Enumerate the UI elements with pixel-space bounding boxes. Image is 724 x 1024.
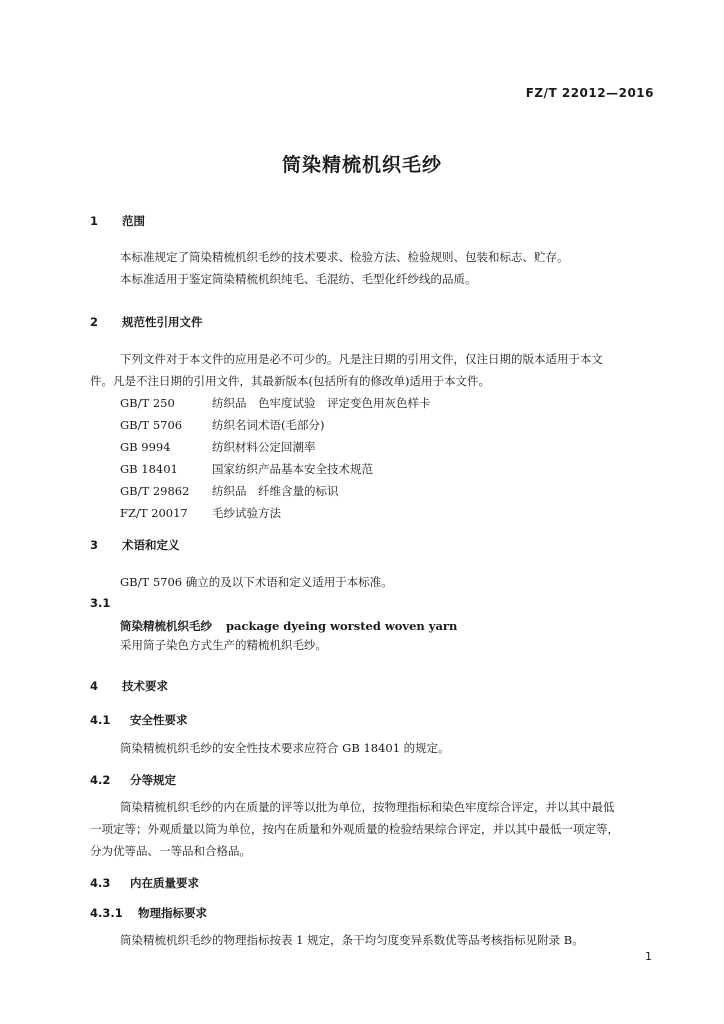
term-english: package dyeing worsted woven yarn (226, 619, 458, 633)
section-title: 安全性要求 (130, 713, 188, 727)
reference-item (120, 439, 316, 455)
reference-code: GB 18401 (120, 462, 178, 476)
section-number: 4.3.1 (90, 906, 123, 920)
reference-item (120, 505, 281, 521)
section-4-3-heading (90, 875, 199, 891)
paragraph: 件。凡是不注日期的引用文件，其最新版本(包括所有的修改单)适用于本文件。 (90, 374, 490, 388)
reference-code: GB/T 29862 (120, 484, 190, 498)
reference-item (120, 483, 339, 499)
section-title: 内在质量要求 (130, 876, 199, 890)
page-number: 1 (645, 950, 652, 963)
section-4-heading (90, 678, 168, 694)
section-title: 规范性引用文件 (122, 315, 203, 329)
subsection-number: 3.1 (90, 596, 111, 610)
document-title: 筒染精梳机织毛纱 (281, 154, 442, 176)
term-chinese: 筒染精梳机织毛纱 (120, 619, 212, 633)
section-4-2-heading (90, 772, 176, 788)
paragraph: 筒染精梳机织毛纱的物理指标按表 1 规定，条干均匀度变异系数优等品考核指标见附录 B。 (120, 933, 584, 947)
section-title: 分等规定 (130, 773, 176, 787)
paragraph: 一项定等；外观质量以筒为单位，按内在质量和外观质量的检验结果综合评定，并以其中最低一项定等， (90, 822, 619, 836)
paragraph: 筒染精梳机织毛纱的安全性技术要求应符合 GB 18401 的规定。 (120, 741, 450, 755)
reference-title: 毛纱试验方法 (212, 506, 281, 520)
reference-title: 纺织名词术语(毛部分) (212, 418, 325, 432)
paragraph: GB/T 5706 确立的及以下术语和定义适用于本标准。 (120, 575, 393, 589)
section-title: 物理指标要求 (138, 906, 207, 920)
reference-code: FZ/T 20017 (120, 506, 188, 520)
reference-title: 纺织品 纤维含量的标识 (212, 484, 339, 498)
reference-title: 国家纺织产品基本安全技术规范 (212, 462, 373, 476)
reference-title: 纺织材料公定回潮率 (212, 440, 316, 454)
reference-item (120, 461, 373, 477)
reference-code: GB/T 250 (120, 396, 175, 410)
section-number: 3 (90, 538, 99, 552)
section-number: 1 (90, 214, 99, 228)
term-definition: 采用筒子染色方式生产的精梳机织毛纱。 (120, 638, 327, 652)
paragraph: 下列文件对于本文件的应用是必不可少的。凡是注日期的引用文件，仅注日期的版本适用于本文 (120, 352, 603, 366)
section-4-1-heading (90, 712, 188, 728)
section-number: 4.1 (90, 713, 111, 727)
section-number: 4.3 (90, 876, 111, 890)
term-entry (120, 615, 457, 634)
section-title: 术语和定义 (122, 538, 180, 552)
reference-code: GB 9994 (120, 440, 171, 454)
reference-title: 纺织品 色牢度试验 评定变色用灰色样卡 (212, 396, 431, 410)
section-number: 4.2 (90, 773, 111, 787)
paragraph: 本标准适用于鉴定筒染精梳机织纯毛、毛混纺、毛型化纤纱线的品质。 (120, 272, 477, 286)
reference-code: GB/T 5706 (120, 418, 183, 432)
section-title: 技术要求 (122, 679, 168, 693)
section-3-heading (90, 537, 180, 553)
section-number: 4 (90, 679, 99, 693)
standard-number: FZ/T 22012—2016 (525, 86, 654, 100)
reference-item (120, 395, 431, 411)
reference-item (120, 417, 324, 433)
paragraph: 筒染精梳机织毛纱的内在质量的评等以批为单位，按物理指标和染色牢度综合评定，并以其中最低 (120, 800, 615, 814)
section-2-heading (90, 314, 203, 330)
section-number: 2 (90, 315, 99, 329)
paragraph: 分为优等品、一等品和合格品。 (90, 844, 251, 858)
section-1-heading (90, 213, 145, 229)
section-title: 范围 (122, 214, 145, 228)
paragraph: 本标准规定了筒染精梳机织毛纱的技术要求、检验方法、检验规则、包装和标志、贮存。 (120, 250, 569, 264)
section-4-3-1-heading (90, 905, 207, 921)
